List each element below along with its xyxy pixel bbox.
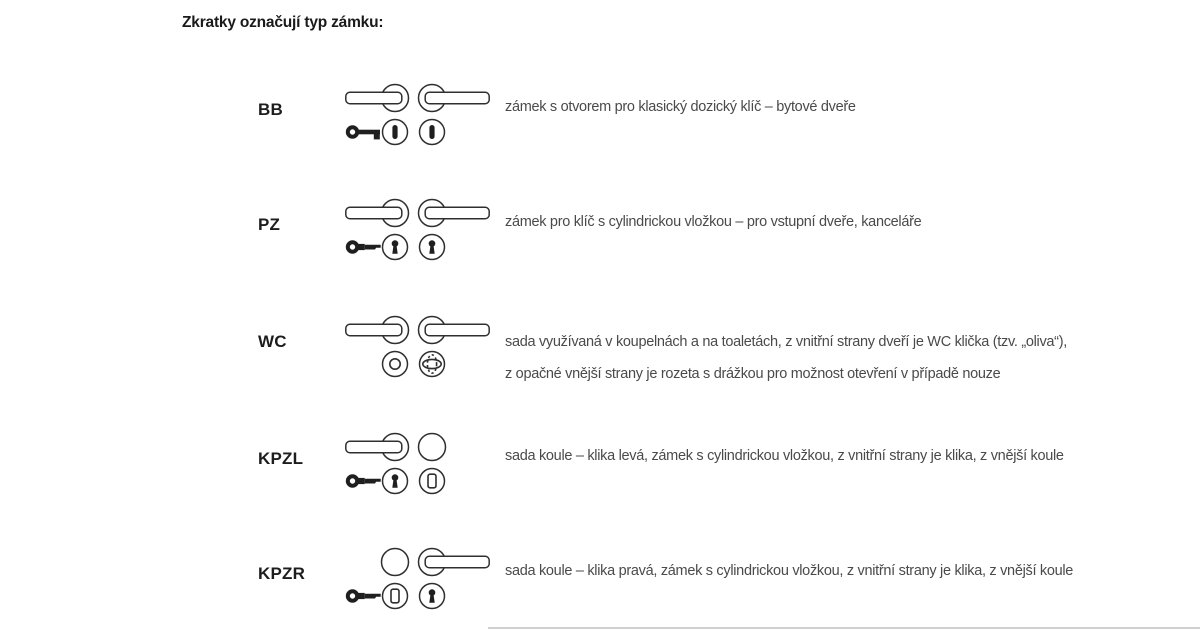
lock-type-row-pz [0, 197, 1200, 267]
lock-code-label: PZ [258, 215, 281, 234]
cylinder-key-icon [348, 242, 381, 251]
cylinder-key-icon [348, 476, 381, 485]
description-line: sada využívaná v koupelnách a na toaletách, z vnitřní strany dveří je WC klička (tzv. „oliva“), [505, 334, 1067, 350]
description-line: zámek s otvorem pro klasický dozický klíč – bytové dveře [505, 99, 856, 115]
bb-keyhole-rosette-icon [383, 120, 408, 145]
door-knob-icon [419, 434, 446, 461]
lock-type-row-kpzl [0, 431, 1200, 501]
pz-keyhole-rosette-icon [383, 469, 408, 494]
door-handle-right-icon [419, 200, 490, 227]
skeleton-key-icon [348, 127, 380, 139]
lock-code-label: BB [258, 100, 283, 119]
description-line: z opačné vnější strany je rozeta s drážkou pro možnost otevření v případě nouze [505, 366, 1001, 382]
kpzr-icon-set [345, 546, 490, 612]
door-handle-left-icon [346, 317, 409, 344]
blind-rosette-icon [383, 584, 408, 609]
pz-keyhole-rosette-icon [420, 235, 445, 260]
pz-icon-set [345, 197, 490, 263]
bottom-divider [488, 627, 1200, 629]
description-line: sada koule – klika pravá, zámek s cylindrickou vložkou, z vnitřní strany je klika, z vnější koule [505, 563, 1074, 579]
lock-code-label: KPZR [258, 564, 306, 583]
door-handle-right-icon [419, 85, 490, 112]
door-handle-left-icon [346, 434, 409, 461]
wc-groove-rosette-icon [383, 352, 408, 377]
wc-icon-set [345, 314, 490, 380]
description-line: zámek pro klíč s cylindrickou vložkou – pro vstupní dveře, kanceláře [505, 214, 922, 230]
cylinder-key-icon [348, 591, 381, 600]
door-handle-right-icon [419, 317, 490, 344]
lock-description [505, 206, 1165, 238]
kpzl-icon-set [345, 431, 490, 497]
lock-type-row-wc [0, 314, 1200, 384]
lock-type-row-bb [0, 82, 1200, 152]
lock-type-row-kpzr [0, 546, 1200, 616]
lock-code-label: KPZL [258, 449, 304, 468]
lock-description [505, 326, 1165, 390]
door-knob-icon [382, 549, 409, 576]
pz-keyhole-rosette-icon [420, 584, 445, 609]
blind-rosette-icon [420, 469, 445, 494]
bb-icon-set [345, 82, 490, 148]
door-handle-left-icon [346, 85, 409, 112]
lock-description [505, 555, 1165, 587]
pz-keyhole-rosette-icon [383, 235, 408, 260]
lock-code-label: WC [258, 332, 287, 351]
lock-description [505, 440, 1165, 472]
door-handle-right-icon [419, 549, 490, 576]
wc-oliva-knob-icon [420, 352, 445, 377]
description-line: sada koule – klika levá, zámek s cylindrickou vložkou, z vnitřní strany je klika, z vnější koule [505, 448, 1064, 464]
page-title: Zkratky označují typ zámku: [182, 14, 384, 31]
door-handle-left-icon [346, 200, 409, 227]
lock-description [505, 91, 1165, 123]
bb-keyhole-rosette-icon [420, 120, 445, 145]
